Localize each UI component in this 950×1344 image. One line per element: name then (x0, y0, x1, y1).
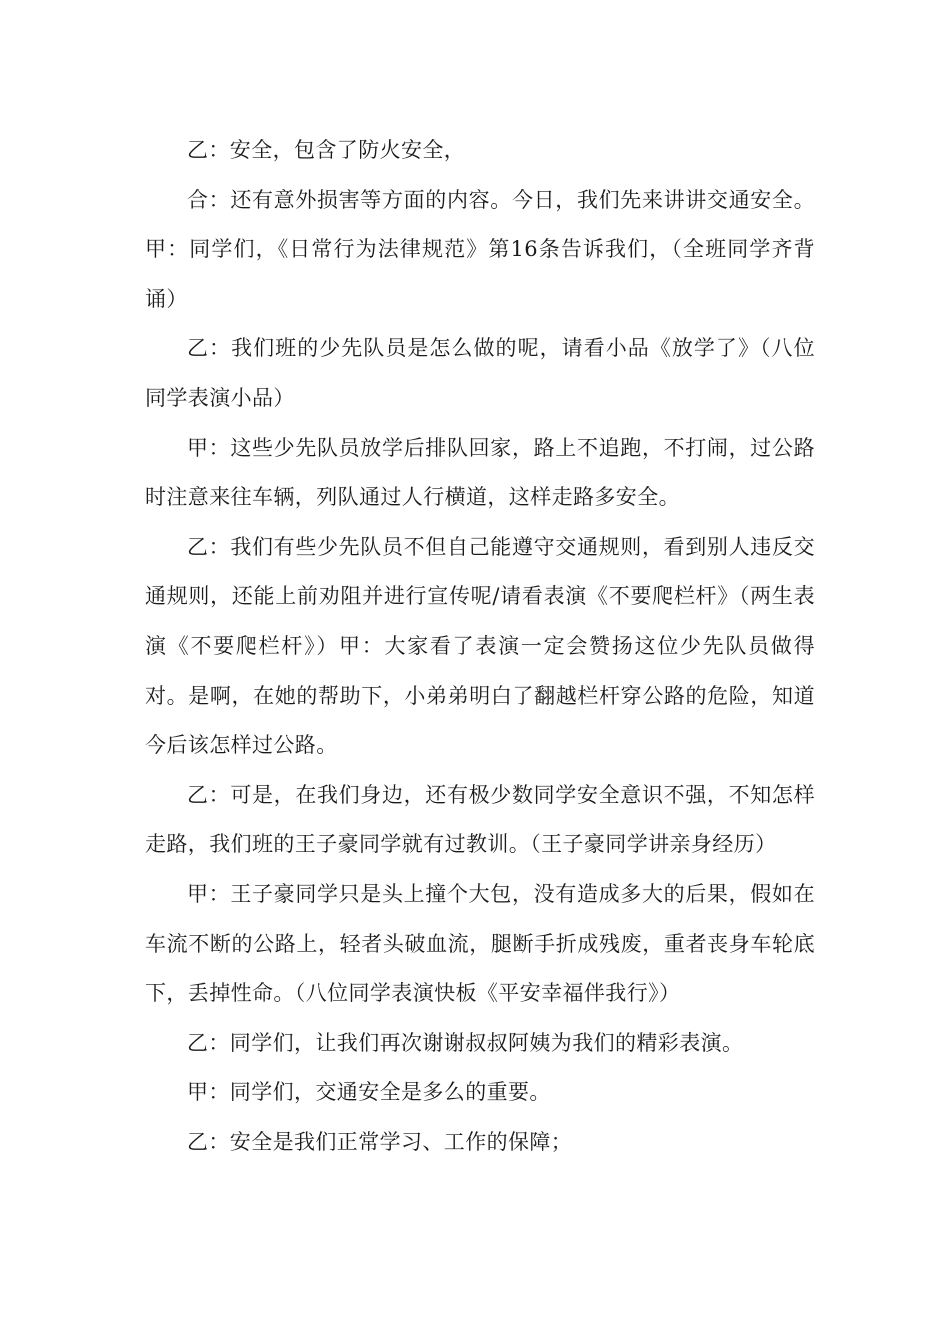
paragraph-5: 乙：我们有些少先队员不但自己能遵守交通规则，看到别人违反交通规则，还能上前劝阻并进行宣传呢/请看表演《不要爬栏杆》（两生表演《不要爬栏杆》）甲：大家看了表演一定会赞扬这位少先队员做得对。是啊，在她的帮助下，小弟弟明白了翻越栏杆穿公路的危险，知道今后该怎样过公路。 (145, 534, 815, 758)
paragraph-1: 乙：安全，包含了防火安全， (187, 138, 466, 162)
paragraph-7: 甲：王子豪同学只是头上撞个大包，没有造成多大的后果，假如在车流不断的公路上，轻者头破血流，腿断手折成残废，重者丧身车轮底下，丢掉性命。（八位同学表演快板《平安幸福伴我行》） (145, 881, 815, 1006)
paragraph-6: 乙：可是，在我们身边，还有极少数同学安全意识不强，不知怎样走路，我们班的王子豪同学就有过教训。（王子豪同学讲亲身经历） (145, 782, 815, 857)
paragraph-4: 甲：这些少先队员放学后排队回家，路上不追跑，不打闹，过公路时注意来往车辆，列队通过人行横道，这样走路多安全。 (145, 435, 815, 510)
document-body (145, 126, 815, 1167)
paragraph-8: 乙：同学们，让我们再次谢谢叔叔阿姨为我们的精彩表演。 (187, 1030, 744, 1055)
paragraph-3: 乙：我们班的少先队员是怎么做的呢，请看小品《放学了》（八位同学表演小品） (145, 336, 815, 410)
paragraph-9: 甲：同学们，交通安全是多么的重要。 (187, 1080, 551, 1105)
paragraph-2: 合：还有意外损害等方面的内容。今日，我们先来讲讲交通安全。甲：同学们，《日常行为法律规范》第16条告诉我们，（全班同学齐背诵） (145, 187, 815, 311)
paragraph-10: 乙：安全是我们正常学习、工作的保障； (187, 1129, 573, 1154)
